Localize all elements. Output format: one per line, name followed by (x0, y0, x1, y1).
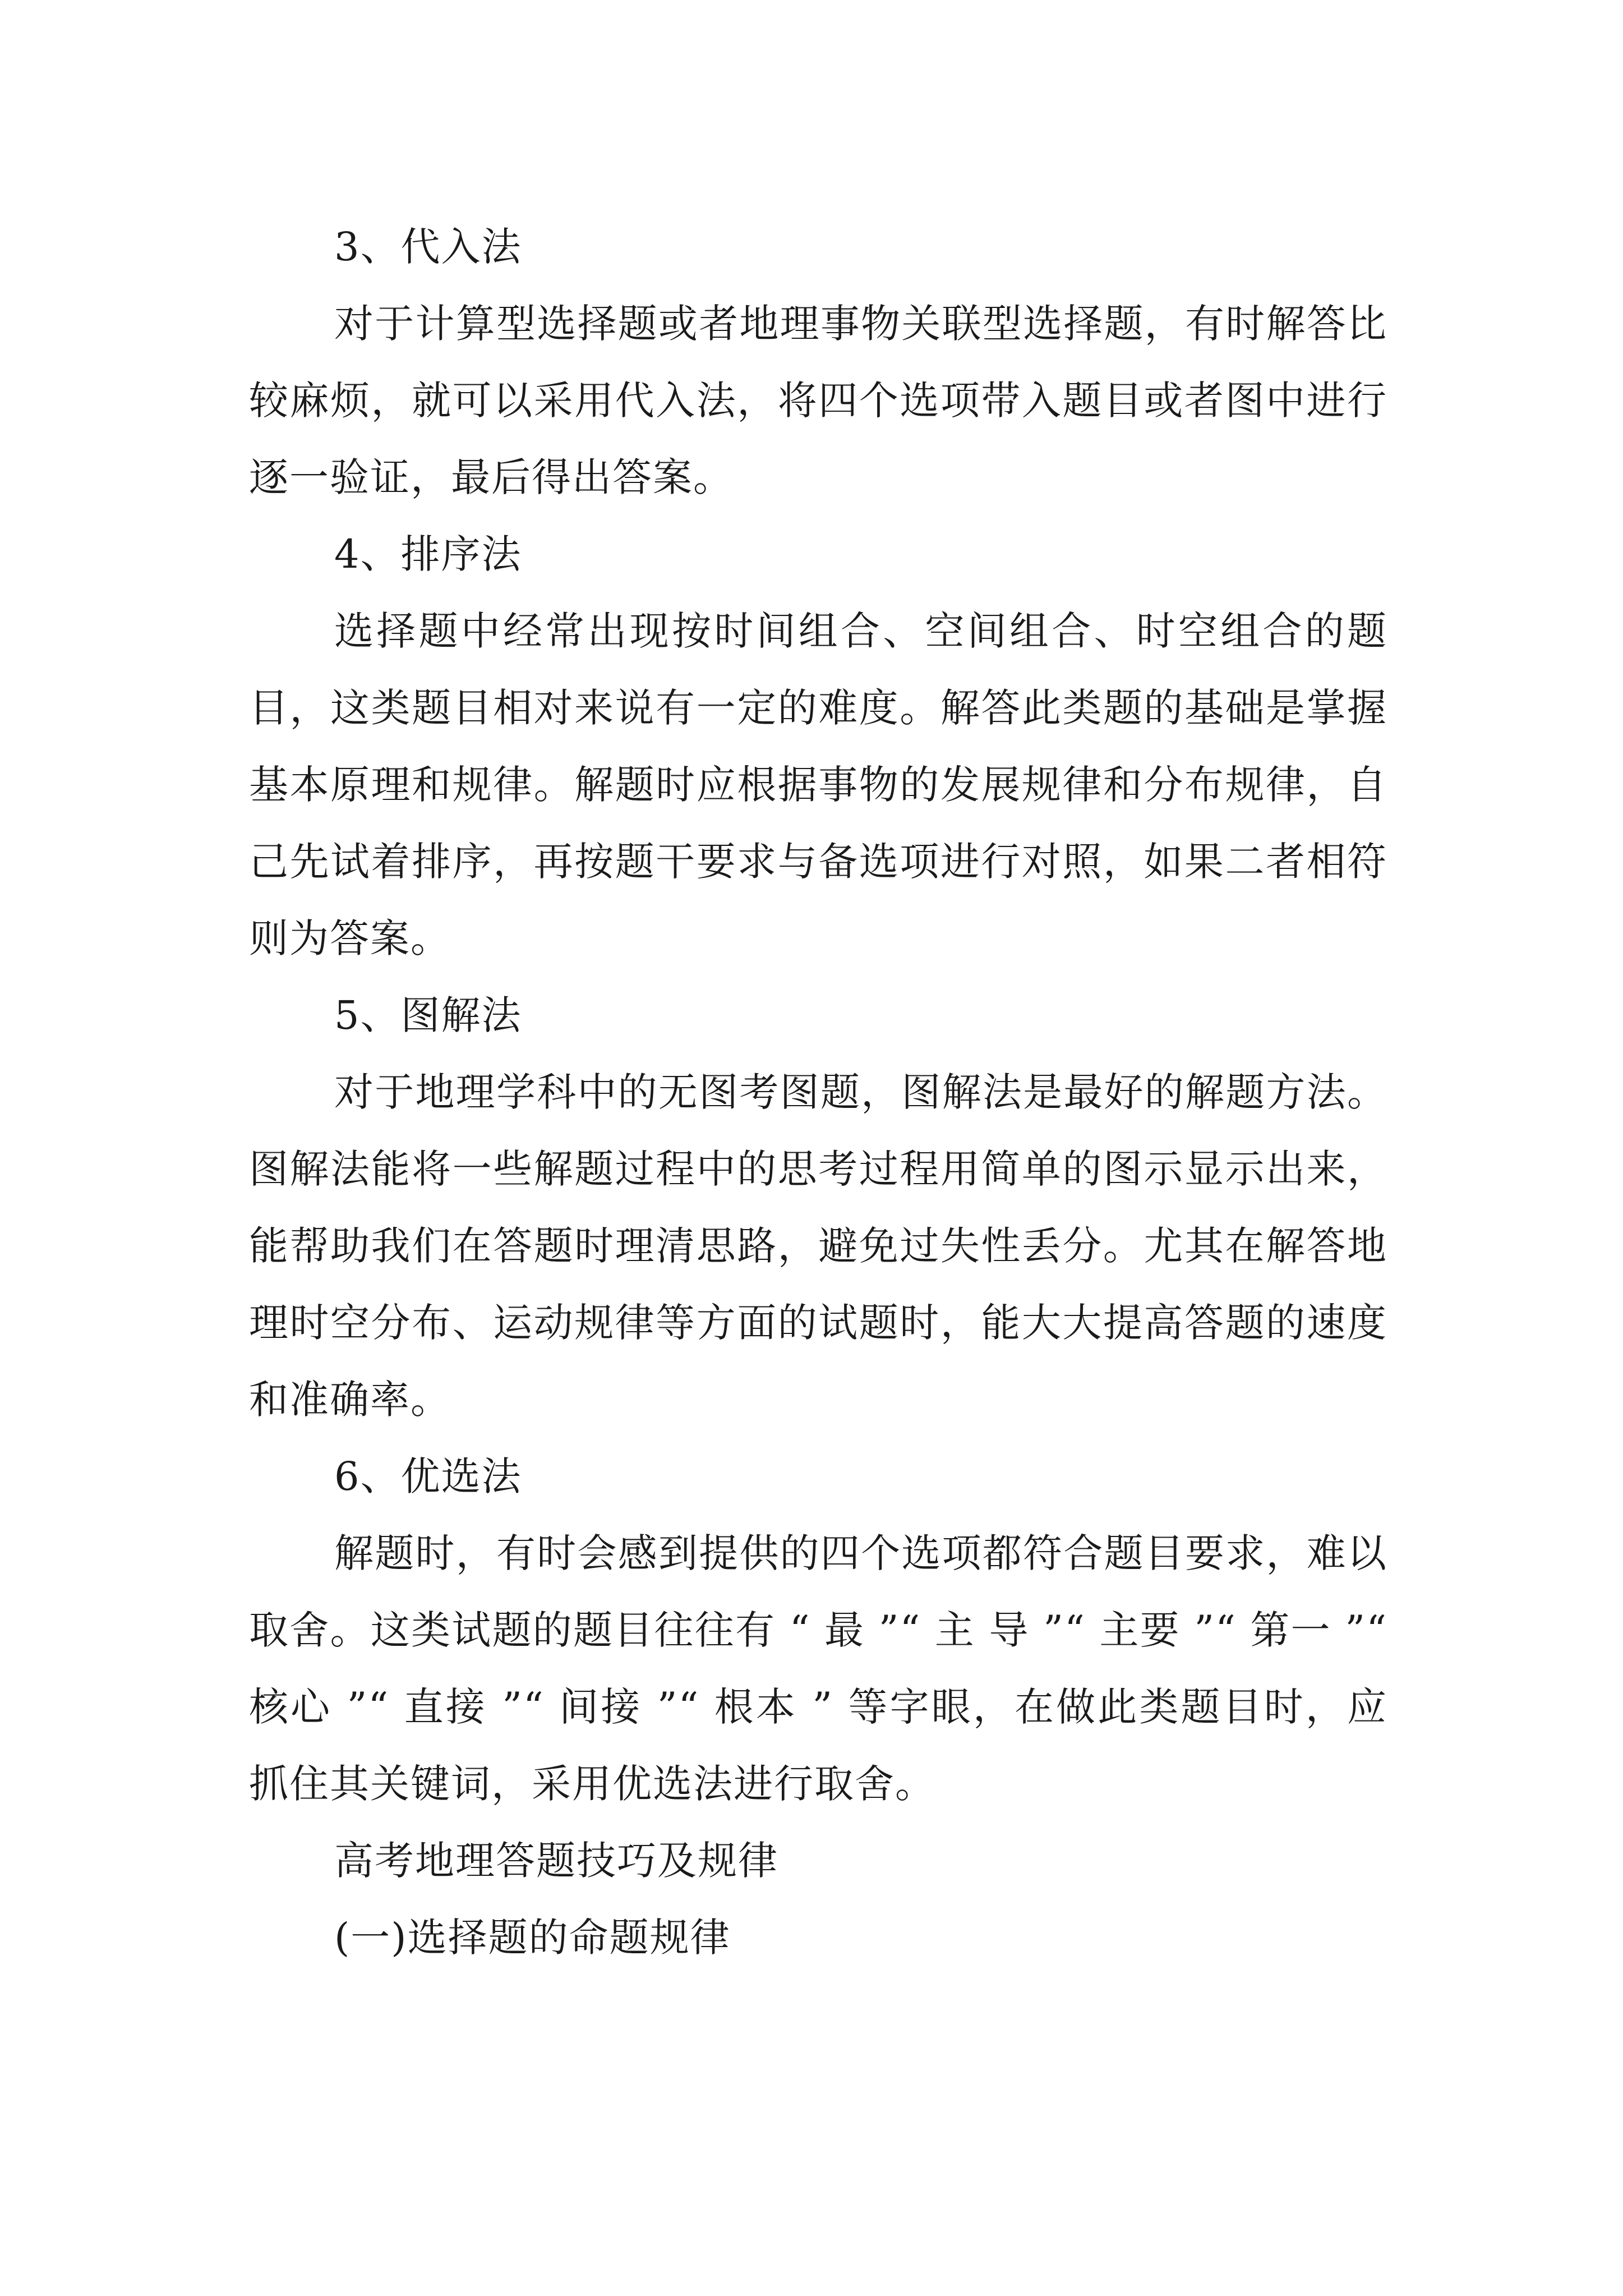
section-heading-ordering-method: 4、排序法 (334, 531, 522, 577)
section-heading-choice-question-rules: (一)选择题的命题规律 (334, 1915, 731, 1961)
paragraph-diagram-method: 对于地理学科中的无图考图题，图解法是最好的解题方法。图解法能将一些解题过程中的思考过程用简单的图示显示出来，能帮助我们在答题时理清思路，避免过失性丢分。尤其在解答地理时空分布、运动规律等方面的试题时，能大大提高答题的速度和准确率。 (249, 1069, 1387, 1423)
section-heading-diagram-method: 5、图解法 (334, 992, 522, 1038)
section-heading-substitution-method: 3、代入法 (334, 224, 522, 270)
section-heading-exam-tips: 高考地理答题技巧及规律 (334, 1838, 778, 1884)
section-heading-selection-method: 6、优选法 (334, 1453, 522, 1499)
document-body (249, 209, 1387, 1976)
paragraph-selection-method: 解题时，有时会感到提供的四个选项都符合题目要求，难以取舍。这类试题的题目往往有 “ 最 ”“ 主 导 ”“ 主要 ”“ 第一 ”“ 核心 ”“ 直接 ”“ 间接 ”“ 根本 ” 等字眼，在做此类题目时，应抓住其关键词，采用优选法进行取舍。 (249, 1530, 1387, 1807)
paragraph-ordering-method: 选择题中经常出现按时间组合、空间组合、时空组合的题目，这类题目相对来说有一定的难度。解答此类题的基础是掌握基本原理和规律。解题时应根据事物的发展规律和分布规律，自己先试着排序，再按题干要求与备选项进行对照，如果二者相符则为答案。 (249, 608, 1387, 961)
paragraph-substitution-method: 对于计算型选择题或者地理事物关联型选择题，有时解答比较麻烦，就可以采用代入法，将四个选项带入题目或者图中进行逐一验证，最后得出答案。 (249, 301, 1387, 500)
